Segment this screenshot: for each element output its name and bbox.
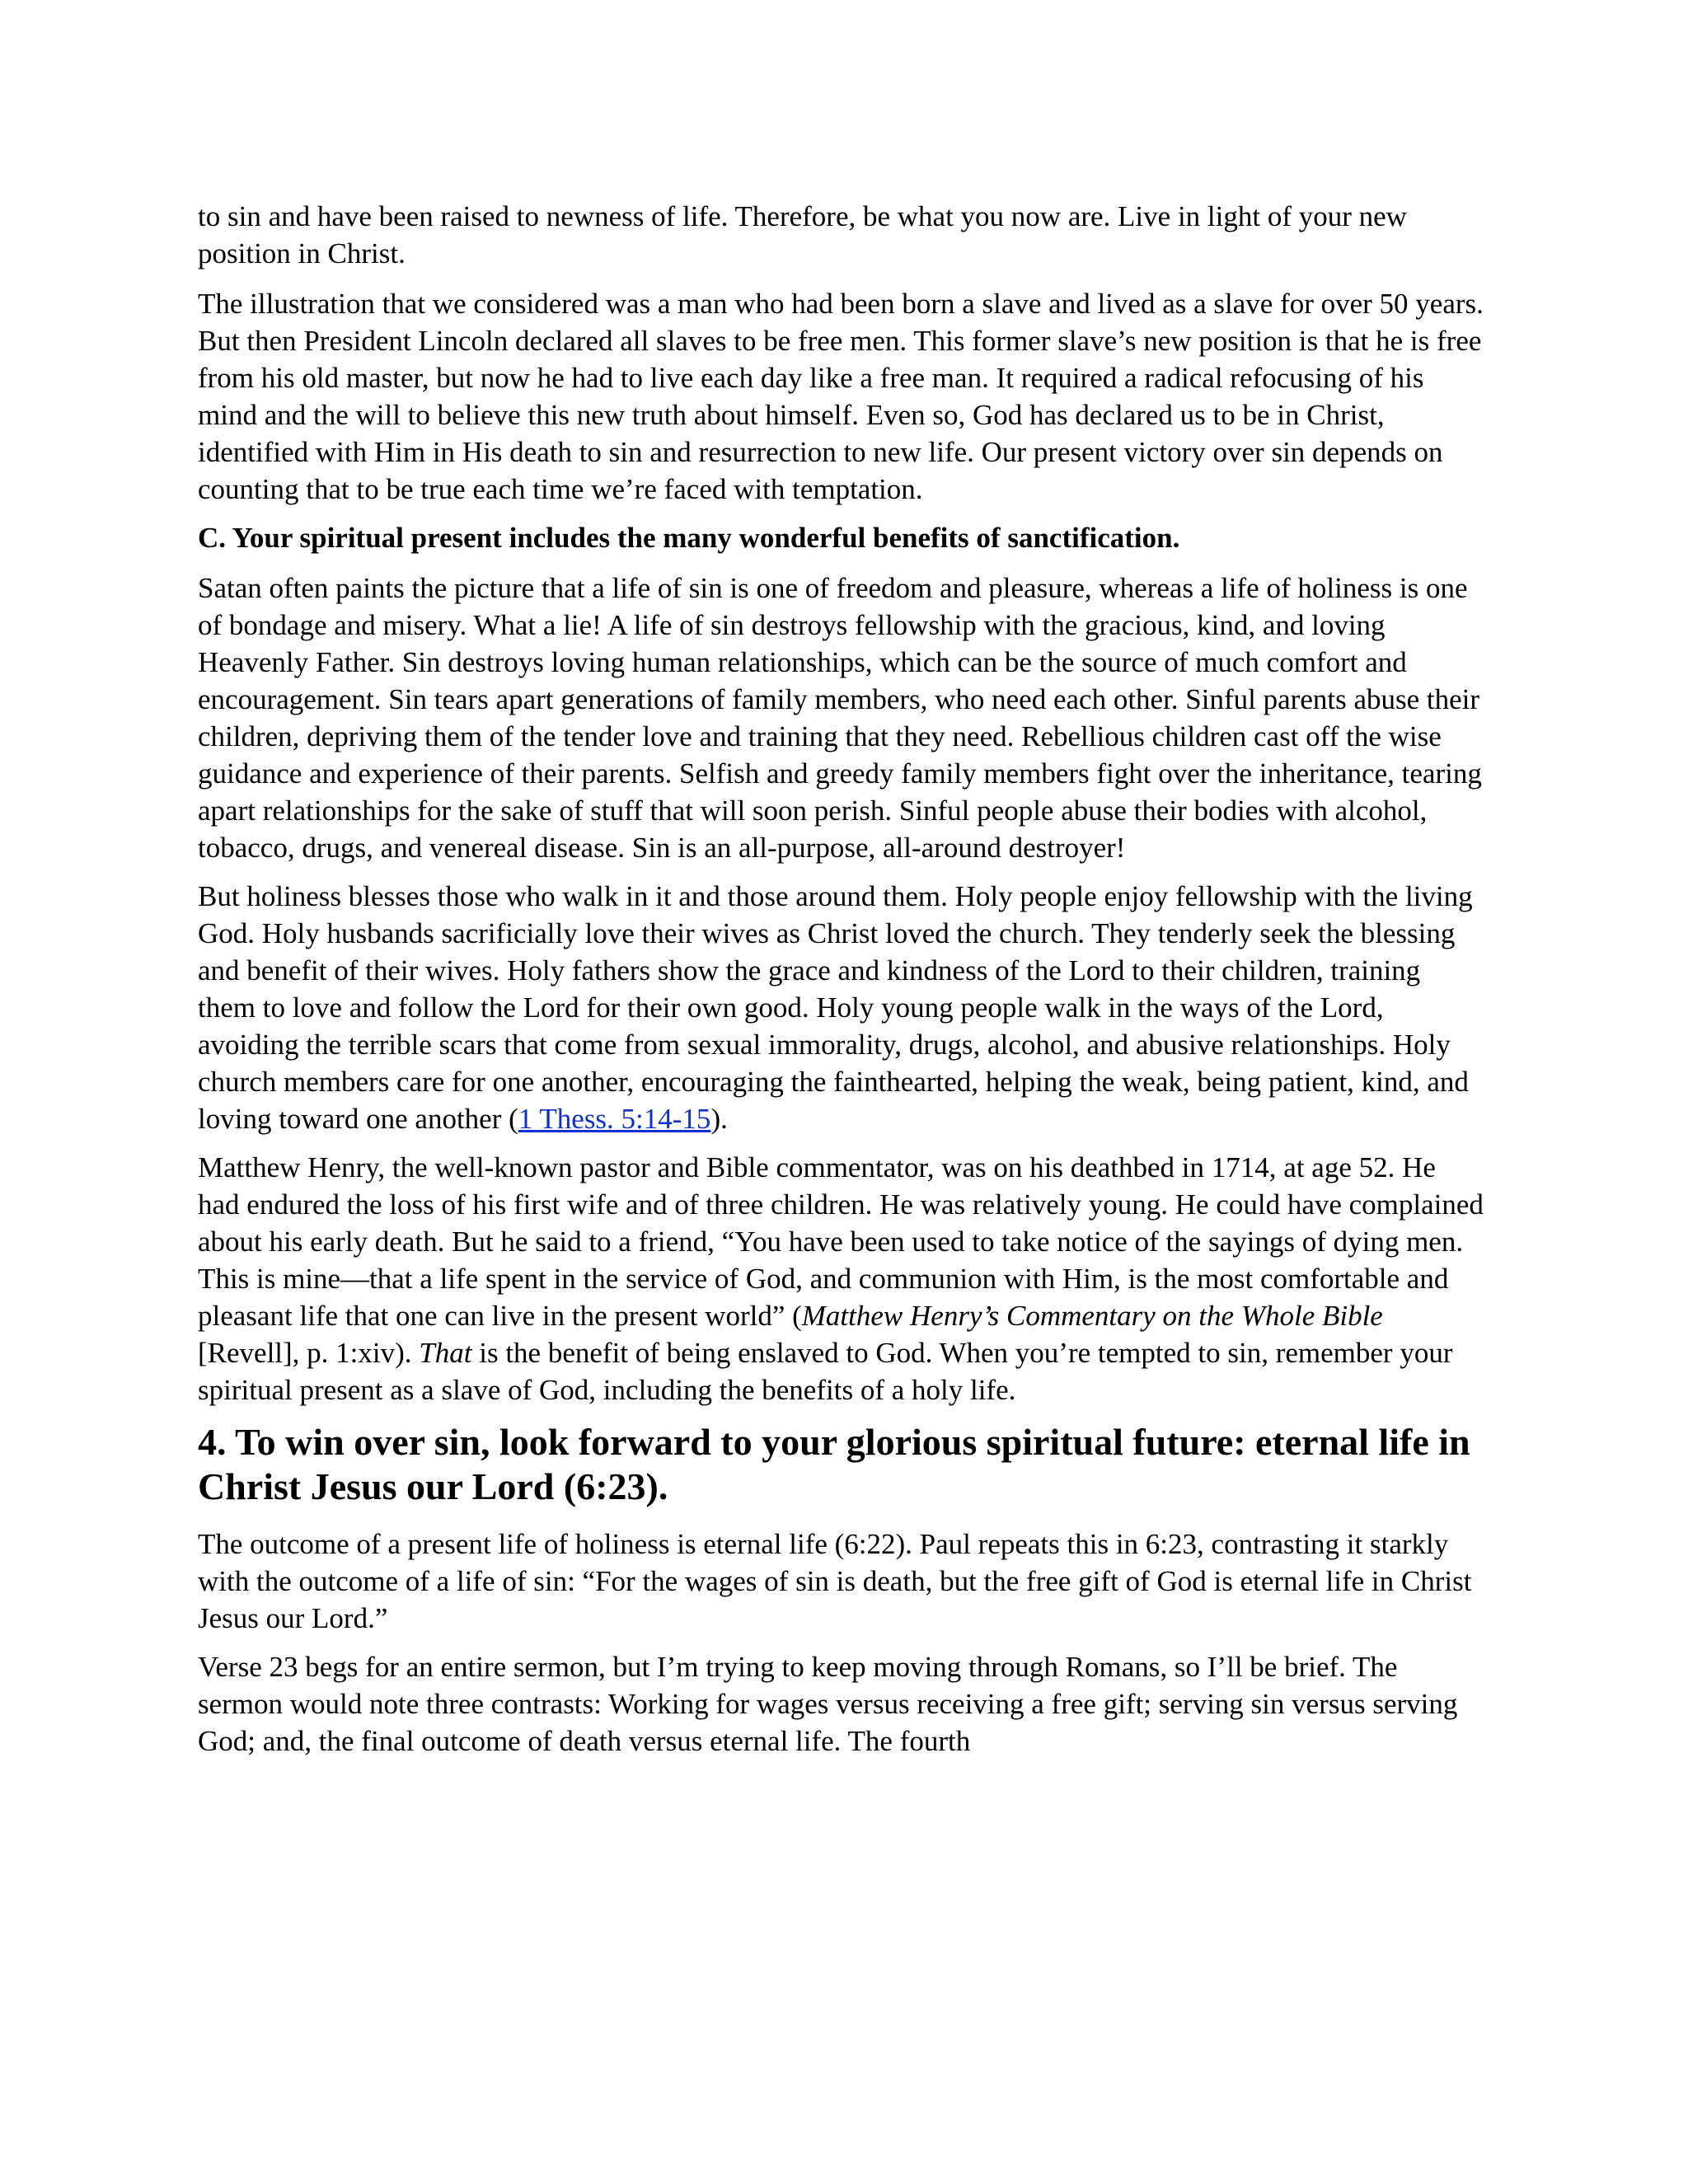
paragraph-holiness-text: But holiness blesses those who walk in it and those around them. Holy people enjoy fellowship with the living God. Holy husbands sacrificially love their wives as Christ loved the church. They tenderly seek the blessing and benefit of their wives. Holy fathers show the grace and kindness of the Lord to their children, training them to love and follow the Lord for their own good. Holy young people walk in the ways of the Lord, avoiding the terrible scars that come from sexual immorality, drugs, alcohol, and abusive relationships. Holy church members care for one another, encouraging the fainthearted, helping the weak, being patient, kind, and loving toward one another ( [198, 880, 1473, 1135]
paragraph-satan-lie: Satan often paints the picture that a life of sin is one of freedom and pleasure, whereas a life of holiness is one of bondage and misery. What a lie! A life of sin destroys fellowship with the gracious, kind, and loving Heavenly Father. Sin destroys loving human relationships, which can be the source of much comfort and encouragement. Sin tears apart generations of family members, who need each other. Sinful parents abuse their children, depriving them of the tender love and training that they need. Rebellious children cast off the wise guidance and experience of their parents. Selfish and greedy family members fight over the inheritance, tearing apart relationships for the sake of stuff that will soon perish. Sinful people abuse their bodies with alcohol, tobacco, drugs, and venereal disease. Sin is an all-purpose, all-around destroyer! [198, 572, 1482, 864]
paragraph-holiness-end: ). [710, 1103, 728, 1135]
scripture-link-1-thess[interactable]: 1 Thess. 5:14-15 [518, 1103, 711, 1135]
subheading-c-benefits: C. Your spiritual present includes the many wonderful benefits of sanctification. [198, 522, 1180, 554]
paragraph-outcome-eternal-life: The outcome of a present life of holiness is eternal life (6:22). Paul repeats this in 6:23, contrasting it starkly with the outcome of a life of sin: “For the wages of sin is death, but the free gift of God is eternal life in Christ Jesus our Lord.” [198, 1528, 1472, 1634]
document-page [198, 198, 1484, 1771]
citation-text: [Revell], p. 1:xiv). [198, 1337, 420, 1369]
heading-point-4: 4. To win over sin, look forward to your glorious spiritual future: eternal life in Christ Jesus our Lord (6:23). [198, 1421, 1470, 1507]
paragraph-newness-of-life: to sin and have been raised to newness of life. Therefore, be what you now are. Live in light of your new position in Christ. [198, 200, 1407, 269]
commentary-title: Matthew Henry’s Commentary on the Whole Bible [801, 1300, 1383, 1332]
paragraph-verse-23: Verse 23 begs for an entire sermon, but I’m trying to keep moving through Romans, so I’ll be brief. The sermon would note three contrasts: Working for wages versus receiving a free gift; serving sin versus serving God; and, the final outcome of death versus eternal life. The fourth [198, 1651, 1458, 1757]
benefit-text: is the benefit of being enslaved to God. When you’re tempted to sin, remember your spiritual present as a slave of God, including the benefits of a holy life. [198, 1337, 1453, 1406]
paragraph-holiness-blesses [198, 878, 1484, 1137]
paragraph-slave-illustration: The illustration that we considered was a man who had been born a slave and lived as a slave for over 50 years. But then President Lincoln declared all slaves to be free men. This former slave’s new position is that he is free from his old master, but now he had to live each day like a free man. It required a radical refocusing of his mind and the will to believe this new truth about himself. Even so, God has declared us to be in Christ, identified with Him in His death to sin and resurrection to new life. Our present victory over sin depends on counting that to be true each time we’re faced with temptation. [198, 288, 1484, 505]
paragraph-matthew-henry [198, 1149, 1484, 1408]
emphasis-that: That [419, 1337, 472, 1369]
matthew-henry-quote-text: Matthew Henry, the well-known pastor and Bible commentator, was on his deathbed in 1714, at age 52. He had endured the loss of his first wife and of three children. He was relatively young. He could have complained about his early death. But he said to a friend, “You have been used to take notice of the sayings of dying men. This is mine—that a life spent in the service of God, and communion with Him, is the most comfortable and pleasant life that one can live in the present world” ( [198, 1151, 1484, 1332]
